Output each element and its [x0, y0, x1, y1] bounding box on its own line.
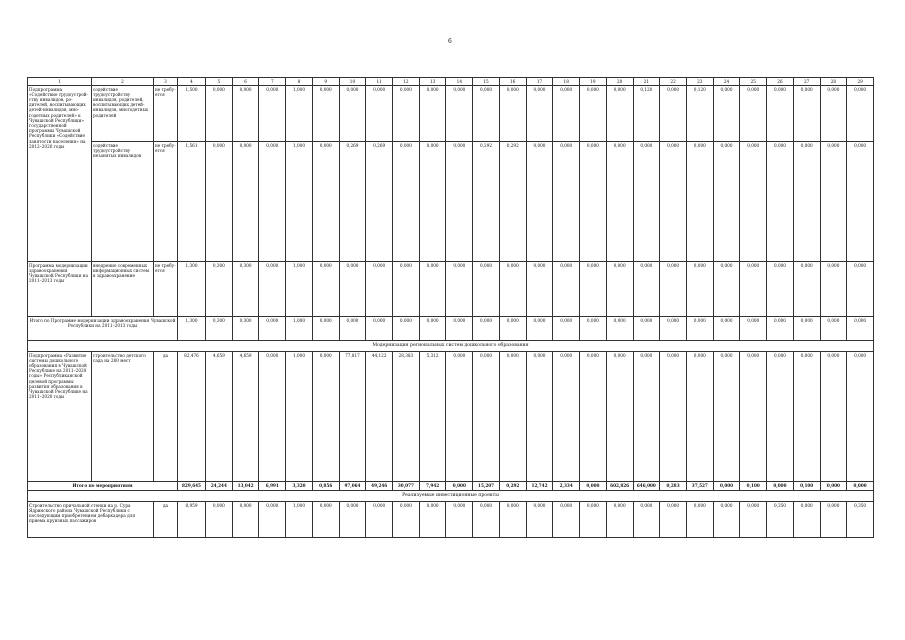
column-number: 23 [686, 78, 713, 86]
value-cell: 1,561 [178, 142, 206, 262]
documentation-status: не требуется [154, 86, 178, 142]
value-cell: 0,000 [793, 86, 820, 142]
table-row [28, 142, 874, 262]
value-cell: 0,000 [606, 142, 633, 262]
section-heading-row [28, 341, 874, 352]
program-name: Программа модернизации здравоохранения Чувашской Республики на 2011–2013 годы [28, 262, 92, 317]
value-cell: 49,246 [366, 482, 393, 491]
total-label: Итого по мероприятиям [28, 482, 178, 491]
value-cell: 0,269 [339, 142, 366, 262]
value-cell: 0,000 [686, 262, 713, 317]
value-cell: 0,000 [473, 352, 500, 482]
value-cell: 0,000 [713, 86, 740, 142]
table-row [28, 262, 874, 317]
value-cell: 0,000 [446, 317, 473, 341]
value-cell: 0,000 [633, 317, 660, 341]
value-cell: 0,000 [393, 502, 420, 538]
value-cell: 82,476 [178, 352, 206, 482]
value-cell: 0,000 [686, 502, 713, 538]
value-cell: 0,000 [660, 352, 687, 482]
column-number: 9 [312, 78, 339, 86]
value-cell: 0,283 [660, 482, 687, 491]
value-cell: 0,000 [366, 262, 393, 317]
value-cell: 0,350 [847, 502, 874, 538]
value-cell: 77,817 [339, 352, 366, 482]
value-cell: 0,000 [206, 142, 233, 262]
value-cell: 0,000 [526, 317, 553, 341]
table-row [28, 352, 874, 482]
documentation-status: да [154, 502, 178, 538]
column-number: 14 [446, 78, 473, 86]
column-number: 24 [713, 78, 740, 86]
value-cell: 0,000 [312, 317, 339, 341]
value-cell: 3,320 [286, 482, 313, 491]
value-cell: 0,000 [312, 86, 339, 142]
value-cell: 0,000 [847, 142, 874, 262]
project-name: Строительство причальной стенки на р. Сура Ядринского района Чувашской Республики с последующим приобретением дебаркадера для приема круизных пассажиров [28, 502, 154, 538]
value-cell: 0,000 [847, 482, 874, 491]
value-cell: 1,000 [286, 502, 313, 538]
value-cell: 1,300 [178, 262, 206, 317]
value-cell: 97,064 [339, 482, 366, 491]
value-cell: 0,000 [580, 482, 607, 491]
table-row [28, 502, 874, 538]
value-cell: 0,120 [686, 86, 713, 142]
value-cell: 0,000 [740, 86, 767, 142]
column-number: 18 [553, 78, 580, 86]
value-cell: 0,000 [847, 262, 874, 317]
value-cell: 0,000 [713, 262, 740, 317]
value-cell: 0,120 [633, 86, 660, 142]
column-number: 15 [473, 78, 500, 86]
column-number: 13 [419, 78, 446, 86]
column-number: 29 [847, 78, 874, 86]
value-cell: 0,000 [553, 502, 580, 538]
value-cell: 0,000 [820, 142, 847, 262]
value-cell: 0,000 [580, 502, 607, 538]
header-row [28, 78, 874, 86]
section-heading-row [28, 491, 874, 502]
value-cell: 0,000 [312, 262, 339, 317]
value-cell: 0,000 [820, 502, 847, 538]
value-cell: 0,000 [232, 502, 259, 538]
value-cell: 1,000 [286, 86, 313, 142]
value-cell: 13,042 [232, 482, 259, 491]
value-cell: 8,959 [178, 502, 206, 538]
value-cell: 1,000 [286, 262, 313, 317]
value-cell: 0,000 [339, 317, 366, 341]
column-number: 7 [259, 78, 286, 86]
value-cell: 0,000 [419, 502, 446, 538]
value-cell: 0,000 [686, 317, 713, 341]
value-cell: 0,000 [393, 86, 420, 142]
column-number: 6 [232, 78, 259, 86]
value-cell: 0,000 [740, 317, 767, 341]
value-cell: 0,000 [633, 352, 660, 482]
value-cell: 0,000 [767, 352, 794, 482]
value-cell: 24,244 [206, 482, 233, 491]
program-name: Подпрограмма «Содействие трудоустройству инвалидов, родителей, воспитывающих детей-инвалидов, многодетных родителей» к Чувашской Республики» государственной программы Чувашской Республики «Содействие занятости населения» на 2012–2020 годы [28, 86, 92, 262]
documentation-status: да [154, 352, 178, 482]
value-cell: 0,000 [713, 482, 740, 491]
value-cell: 0,000 [339, 502, 366, 538]
column-number: 5 [206, 78, 233, 86]
value-cell: 0,000 [419, 142, 446, 262]
column-number: 26 [767, 78, 794, 86]
value-cell: 37,527 [686, 482, 713, 491]
value-cell: 0,000 [847, 317, 874, 341]
value-cell: 0,000 [767, 317, 794, 341]
value-cell: 0,000 [446, 352, 473, 482]
value-cell: 0,000 [820, 482, 847, 491]
subtotal-label: Итого по Программе модернизации здравоохранения Чувашской Республики на 2011–2013 годы [28, 317, 178, 341]
column-number: 8 [286, 78, 313, 86]
value-cell: 646,000 [633, 482, 660, 491]
section-title: Модернизация региональных систем дошкольного образования [28, 341, 874, 352]
value-cell: 0,000 [793, 142, 820, 262]
value-cell: 0,000 [312, 142, 339, 262]
value-cell: 6,991 [259, 482, 286, 491]
value-cell: 0,000 [366, 317, 393, 341]
value-cell: 0,000 [820, 262, 847, 317]
activity-name: внедрение современных информационных систем в здравоохранение [92, 262, 154, 317]
value-cell: 0,000 [499, 502, 526, 538]
value-cell: 0,000 [820, 352, 847, 482]
column-number: 22 [660, 78, 687, 86]
value-cell: 0,300 [206, 317, 233, 341]
value-cell: 0,000 [339, 262, 366, 317]
value-cell: 0,000 [686, 142, 713, 262]
value-cell: 0,000 [660, 317, 687, 341]
value-cell: 0,000 [473, 317, 500, 341]
activity-name: содействие трудоустройству незанятых инвалидов [92, 142, 154, 262]
value-cell: 0,000 [312, 502, 339, 538]
value-cell: 0,000 [259, 142, 286, 262]
value-cell: 0,100 [793, 482, 820, 491]
value-cell: 0,000 [606, 352, 633, 482]
value-cell: 0,000 [473, 262, 500, 317]
value-cell: 0,000 [419, 262, 446, 317]
value-cell: 0,000 [740, 352, 767, 482]
value-cell: 28,383 [393, 352, 420, 482]
value-cell: 0,300 [232, 317, 259, 341]
column-number: 19 [580, 78, 607, 86]
value-cell: 0,000 [606, 502, 633, 538]
value-cell: 0,000 [473, 86, 500, 142]
column-number: 25 [740, 78, 767, 86]
value-cell: 0,000 [633, 142, 660, 262]
value-cell: 0,000 [740, 502, 767, 538]
value-cell: 4,659 [206, 352, 233, 482]
value-cell: 0,000 [606, 317, 633, 341]
value-cell: 0,000 [553, 142, 580, 262]
value-cell: 44,122 [366, 352, 393, 482]
value-cell: 0,300 [206, 262, 233, 317]
value-cell: 5,312 [419, 352, 446, 482]
value-cell: 0,000 [473, 502, 500, 538]
value-cell: 0,000 [259, 352, 286, 482]
value-cell: 0,000 [446, 262, 473, 317]
value-cell: 0,000 [259, 262, 286, 317]
value-cell: 0,000 [713, 502, 740, 538]
value-cell: 0,000 [767, 482, 794, 491]
value-cell: 0,000 [686, 352, 713, 482]
value-cell: 0,000 [713, 142, 740, 262]
value-cell: 0,000 [660, 502, 687, 538]
value-cell: 0,000 [553, 352, 580, 482]
value-cell: 0,000 [580, 262, 607, 317]
value-cell: 0,350 [767, 502, 794, 538]
total-row [28, 482, 874, 491]
column-number: 4 [178, 78, 206, 86]
value-cell: 0,000 [419, 317, 446, 341]
value-cell: 1,000 [286, 317, 313, 341]
value-cell: 0,000 [580, 352, 607, 482]
value-cell: 0,000 [580, 86, 607, 142]
value-cell: 0,000 [393, 317, 420, 341]
value-cell: 0,000 [526, 502, 553, 538]
value-cell: 0,000 [206, 502, 233, 538]
value-cell: 0,000 [793, 317, 820, 341]
value-cell: 0,000 [847, 352, 874, 482]
value-cell: 0,000 [393, 142, 420, 262]
activity-name: содействие трудоустройству инвалидов, родителей, воспитывающих детей-инвалидов, многодетных родителей [92, 86, 154, 142]
value-cell: 0,000 [580, 317, 607, 341]
value-cell: 0,000 [606, 86, 633, 142]
value-cell: 0,292 [499, 142, 526, 262]
value-cell: 0,000 [847, 86, 874, 142]
value-cell: 0,000 [793, 502, 820, 538]
column-number: 1 [28, 78, 92, 86]
value-cell: 0,000 [820, 86, 847, 142]
value-cell: 0,000 [553, 86, 580, 142]
column-number: 17 [526, 78, 553, 86]
value-cell: 2,334 [553, 482, 580, 491]
subtotal-row [28, 317, 874, 341]
column-number: 16 [499, 78, 526, 86]
value-cell: 0,000 [446, 86, 473, 142]
value-cell: 0,000 [660, 262, 687, 317]
documentation-status: не требуется [154, 142, 178, 262]
value-cell: 0,000 [553, 317, 580, 341]
value-cell: 0,000 [793, 352, 820, 482]
value-cell: 0,000 [446, 502, 473, 538]
value-cell: 0,000 [767, 142, 794, 262]
value-cell: 0,000 [713, 317, 740, 341]
value-cell: 0,269 [366, 142, 393, 262]
column-number: 10 [339, 78, 366, 86]
value-cell: 0,000 [259, 86, 286, 142]
value-cell: 15,207 [473, 482, 500, 491]
value-cell: 0,000 [767, 262, 794, 317]
value-cell: 0,000 [259, 502, 286, 538]
table-row [28, 86, 874, 142]
value-cell: 0,000 [633, 262, 660, 317]
value-cell: 0,000 [660, 86, 687, 142]
value-cell: 0,000 [393, 262, 420, 317]
value-cell: 0,000 [606, 262, 633, 317]
value-cell: 4,659 [232, 352, 259, 482]
value-cell: 0,000 [499, 86, 526, 142]
activity-name: строительство детского сада на 280 мест [92, 352, 154, 482]
value-cell: 0,300 [232, 262, 259, 317]
value-cell: 12,742 [526, 482, 553, 491]
value-cell: 7,942 [419, 482, 446, 491]
value-cell: 602,826 [606, 482, 633, 491]
value-cell: 0,000 [553, 262, 580, 317]
value-cell: 0,000 [820, 317, 847, 341]
value-cell: 0,292 [499, 482, 526, 491]
program-name: Подпрограмма «Развитие системы дошкольного образования в Чувашской Республике на 2011–2020 годы» Республиканской целевой программы развития образования в Чувашской Республике на 2011–2020 годы [28, 352, 92, 482]
section-title: Реализуемые инвестиционные проекты [28, 491, 874, 502]
value-cell: 0,000 [713, 352, 740, 482]
value-cell: 0,000 [419, 86, 446, 142]
column-number: 2 [92, 78, 154, 86]
column-number: 28 [820, 78, 847, 86]
value-cell: 1,000 [286, 142, 313, 262]
value-cell: 0,292 [473, 142, 500, 262]
value-cell: 0,000 [259, 317, 286, 341]
value-cell: 0,000 [526, 86, 553, 142]
value-cell: 0,000 [206, 86, 233, 142]
value-cell: 0,000 [526, 142, 553, 262]
column-number: 12 [393, 78, 420, 86]
value-cell: 1,300 [178, 317, 206, 341]
value-cell: 0,000 [526, 352, 553, 482]
value-cell: 0,000 [660, 142, 687, 262]
value-cell: 829,645 [178, 482, 206, 491]
value-cell: 0,000 [339, 86, 366, 142]
value-cell: 0,000 [526, 262, 553, 317]
value-cell: 0,000 [499, 262, 526, 317]
value-cell: 0,000 [446, 142, 473, 262]
column-number: 20 [606, 78, 633, 86]
page-number: 6 [448, 38, 452, 45]
value-cell: 0,000 [366, 86, 393, 142]
value-cell: 0,000 [740, 142, 767, 262]
value-cell: 1,500 [178, 86, 206, 142]
value-cell: 0,000 [312, 352, 339, 482]
documentation-status: не требуется [154, 262, 178, 317]
value-cell: 0,100 [740, 482, 767, 491]
value-cell: 30,077 [393, 482, 420, 491]
value-cell: 0,000 [793, 262, 820, 317]
value-cell: 0,000 [499, 352, 526, 482]
value-cell: 0,000 [366, 502, 393, 538]
value-cell: 0,000 [499, 317, 526, 341]
value-cell: 0,000 [580, 142, 607, 262]
value-cell: 0,856 [312, 482, 339, 491]
column-number: 21 [633, 78, 660, 86]
value-cell: 0,000 [232, 86, 259, 142]
column-number: 3 [154, 78, 178, 86]
value-cell: 0,000 [740, 262, 767, 317]
value-cell: 1,000 [286, 352, 313, 482]
value-cell: 0,000 [633, 502, 660, 538]
column-number: 27 [793, 78, 820, 86]
value-cell: 0,000 [446, 482, 473, 491]
value-cell: 0,000 [767, 86, 794, 142]
column-number: 11 [366, 78, 393, 86]
data-table [27, 77, 874, 538]
value-cell: 0,000 [232, 142, 259, 262]
